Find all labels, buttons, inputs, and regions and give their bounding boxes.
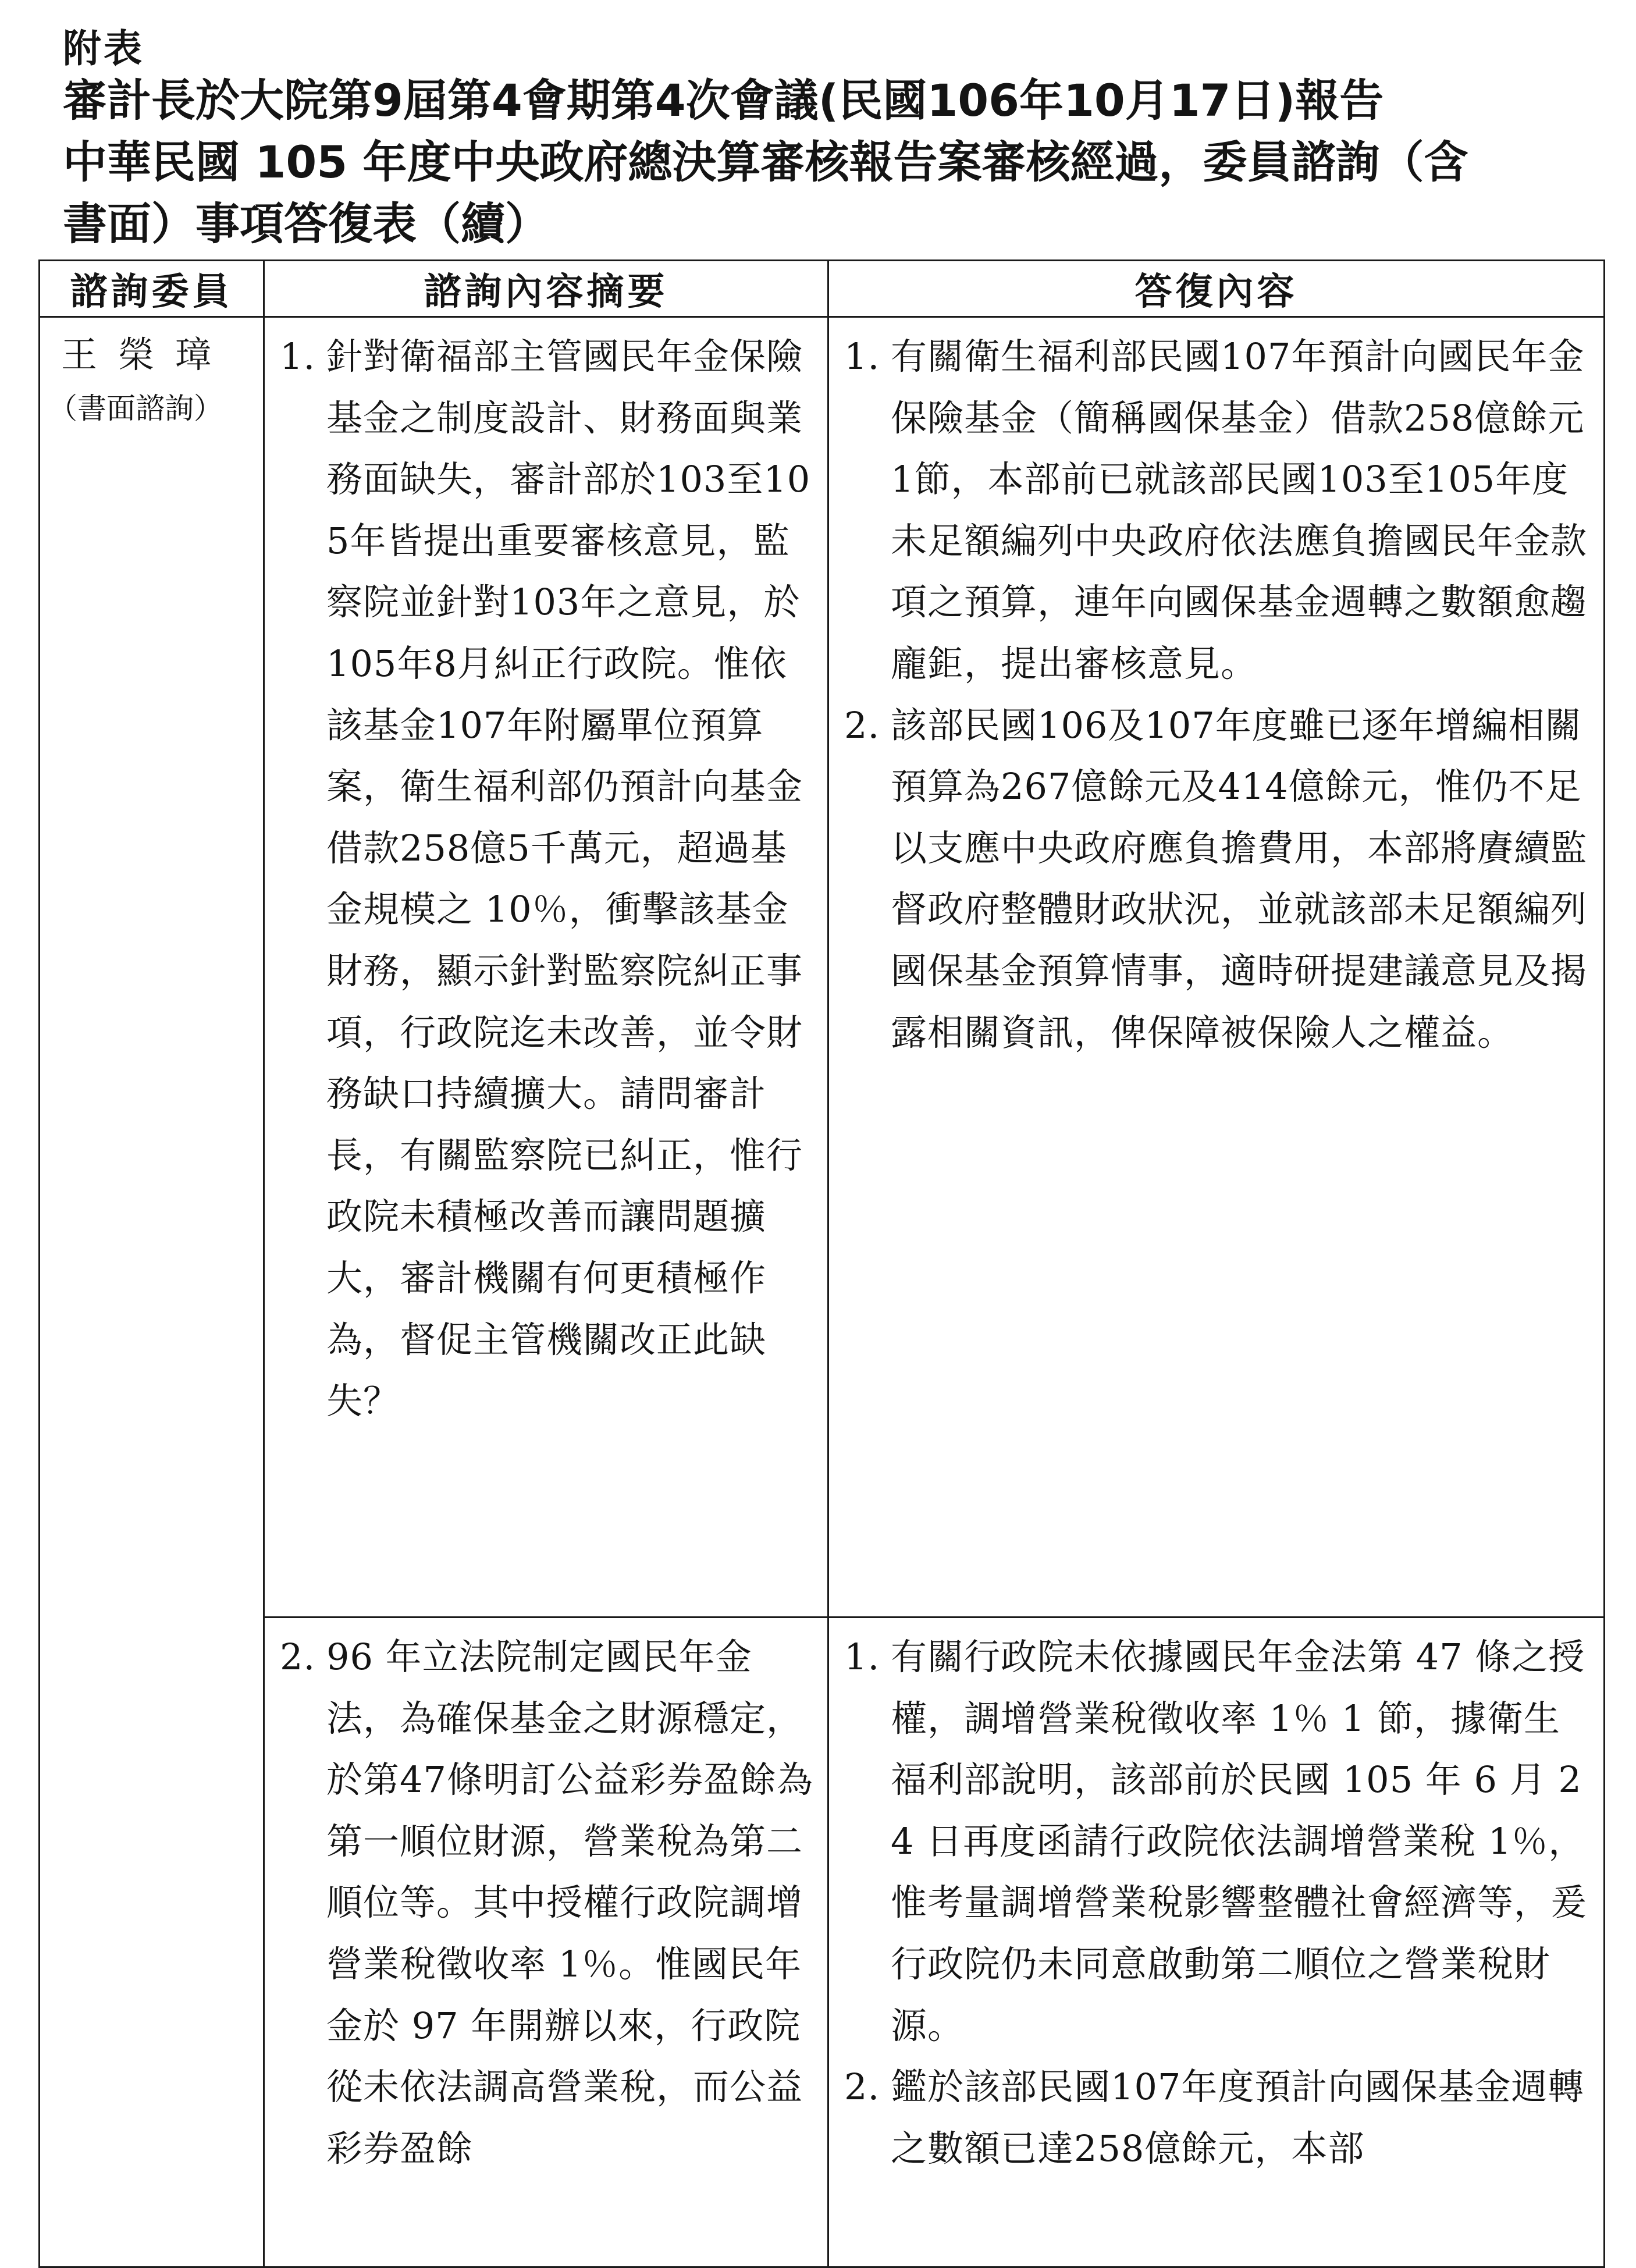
item-text: 針對衛福部主管國民年金保險基金之制度設計、財務面與業務面缺失，審計部於103至105年皆提出重要審核意見，監察院並針對103年之意見，於105年8月糾正行政院。惟依該基金107年附屬單位預算案，衛生福利部仍預計向基金借款258億5千萬元，超過基金規模之 10％，衝擊該基金財務，顯示針對監察院糾正事項，行政院迄未改善，並令財務缺口持續擴大。請問審計長，有關監察院已糾正，惟行政院未積極改善而讓問題擴大，審計機關有何更積極作為，督促主管機關改正此缺失？	[326, 335, 811, 1423]
title-line: 審計長於大院第9屆第4會期第4次會議(民國106年10月17日)報告	[63, 74, 1384, 126]
table-header-row	[40, 261, 1605, 317]
item-number: 2.	[844, 703, 880, 746]
item-number: 1.	[280, 335, 316, 378]
item-text: 有關行政院未依據國民年金法第 47 條之授權，調增營業稅徵收率 1％ 1 節，據衛生福利部說明，該部前於民國 105 年 6 月 24 日再度函請行政院依法調增營業稅 1％，惟考量調增營業稅影響整體社會經濟等，爰行政院仍未同意啟動第二順位之營業稅財源。	[891, 1636, 1588, 2047]
table-row	[40, 1618, 1605, 2267]
question-cell	[264, 1618, 828, 2267]
answer-item	[844, 326, 1591, 695]
header-member: 諮詢委員	[40, 261, 264, 317]
member-cell	[40, 317, 264, 2267]
question-item	[280, 326, 815, 1432]
document-title	[63, 70, 1599, 255]
item-number: 2.	[844, 2066, 880, 2109]
member-note: （書面諮詢）	[48, 392, 223, 425]
item-number: 1.	[844, 335, 880, 378]
item-number: 1.	[844, 1636, 880, 1678]
title-line: 書面）事項答復表（續）	[63, 198, 549, 250]
reply-table	[38, 259, 1605, 2268]
header-question-summary: 諮詢內容摘要	[264, 261, 828, 317]
item-text: 有關衛生福利部民國107年預計向國民年金保險基金（簡稱國保基金）借款258億餘元1節，本部前已就該部民國103至105年度未足額編列中央政府依法應負擔國民年金款項之預算，連年向國保基金週轉之數額愈趨龐鉅，提出審核意見。	[891, 335, 1588, 685]
answer-item	[844, 1626, 1591, 2056]
header-reply-content: 答復內容	[828, 261, 1605, 317]
answer-item	[844, 695, 1591, 1064]
title-line: 中華民國 105 年度中央政府總決算審核報告案審核經過，委員諮詢（含	[63, 136, 1468, 188]
item-text: 該部民國106及107年度雖已逐年增編相關預算為267億餘元及414億餘元，惟仍不足以支應中央政府應負擔費用，本部將賡續監督政府整體財政狀況，並就該部未足額編列國保基金預算情事，適時研提建議意見及揭露相關資訊，俾保障被保險人之權益。	[891, 703, 1588, 1054]
question-item	[280, 1626, 815, 2179]
table-row	[40, 317, 1605, 1618]
item-text: 鑑於該部民國107年度預計向國保基金週轉之數額已達258億餘元，本部	[891, 2066, 1585, 2170]
answer-cell	[828, 317, 1605, 1618]
attachment-label: 附表	[63, 26, 144, 71]
item-number: 2.	[280, 1636, 316, 1678]
answer-cell	[828, 1618, 1605, 2267]
member-name: 王榮璋	[61, 333, 233, 376]
item-text: 96 年立法院制定國民年金法，為確保基金之財源穩定，於第47條明訂公益彩券盈餘為第一順位財源，營業稅為第二順位等。其中授權行政院調增營業稅徵收率 1％。惟國民年金於 97 年開辦以來，行政院從未依法調高營業稅，而公益彩券盈餘	[326, 1636, 813, 2170]
answer-item	[844, 2056, 1591, 2179]
question-cell	[264, 317, 828, 1618]
